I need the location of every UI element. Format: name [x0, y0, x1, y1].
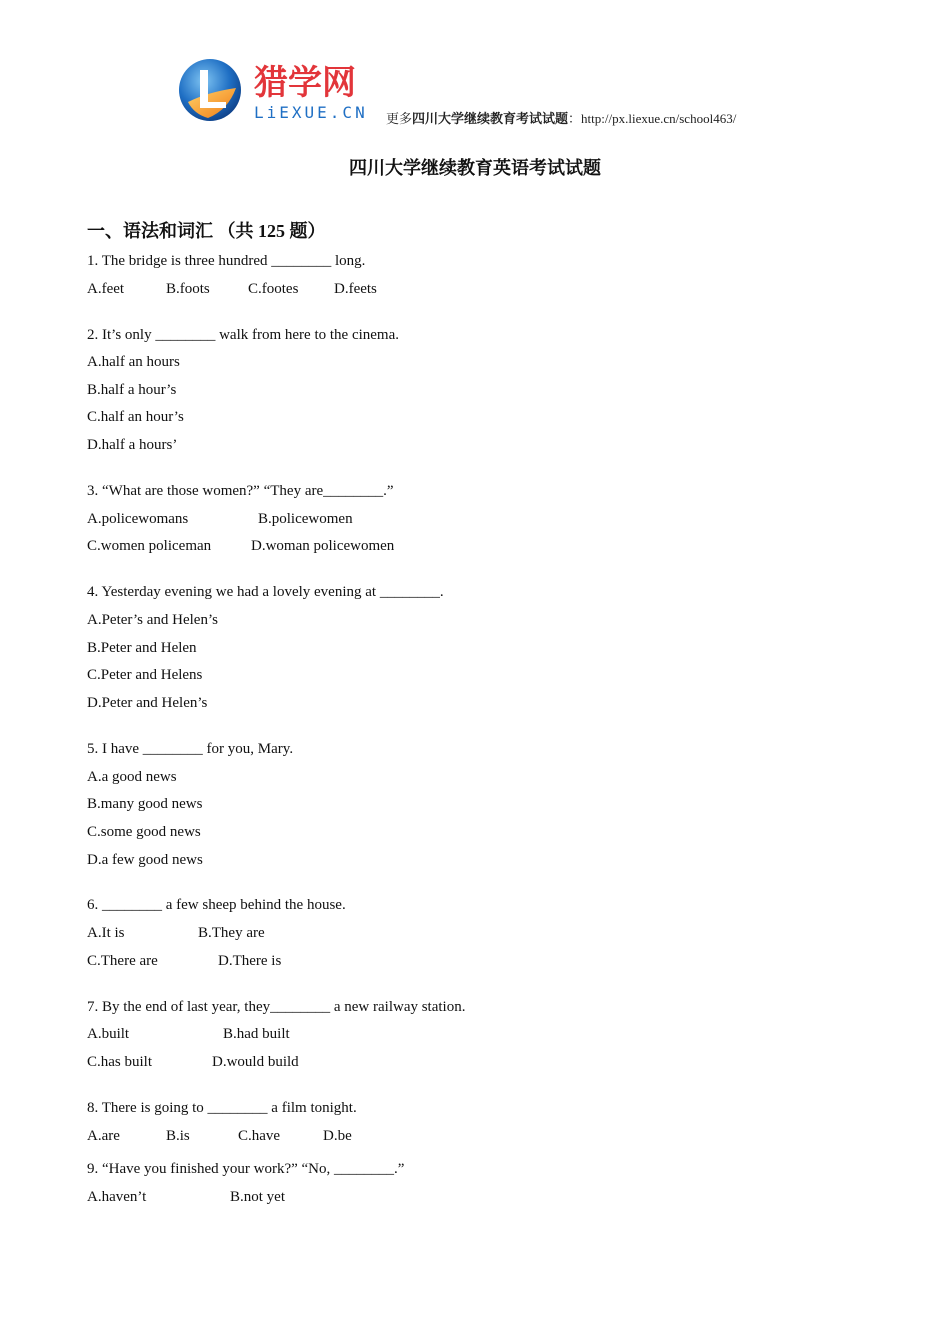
q3-option-b: B.policewomen [258, 511, 353, 527]
question-4: 4. Yesterday evening we had a lovely evening at ________. [87, 584, 444, 600]
question-7: 7. By the end of last year, they________ a new railway station. [87, 999, 466, 1015]
q4-option-b: B.Peter and Helen [87, 640, 197, 656]
q5-option-b: B.many good news [87, 796, 203, 812]
question-2: 2. It’s only ________ walk from here to the cinema. [87, 327, 400, 343]
q7-option-d: D.would build [212, 1054, 299, 1070]
q1-option-d: D.feets [334, 281, 377, 297]
q3-option-a: A.policewomans [87, 511, 189, 527]
question-9: 9. “Have you finished your work?” “No, ________.” [87, 1161, 405, 1177]
q7-option-b: B.had built [223, 1026, 290, 1042]
question-8: 8. There is going to ________ a film tonight. [87, 1100, 357, 1116]
q6-option-c: C.There are [87, 953, 158, 969]
q2-option-d: D.half a hours’ [87, 437, 178, 453]
question-6: 6. ________ a few sheep behind the house. [87, 897, 346, 913]
question-3: 3. “What are those women?” “They are________.” [87, 483, 394, 499]
more-exams-link[interactable] [386, 108, 736, 127]
q7-option-a: A.built [87, 1026, 130, 1042]
question-1: 1. The bridge is three hundred ________ long. [87, 253, 366, 269]
q8-option-c: C.have [238, 1128, 281, 1144]
q2-option-b: B.half a hour’s [87, 382, 177, 398]
q6-option-a: A.It is [87, 925, 125, 941]
more-bold-text: 四川大学继续教育考试试题 [412, 111, 569, 126]
q5-option-a: A.a good news [87, 769, 177, 785]
q4-option-c: C.Peter and Helens [87, 667, 203, 683]
q3-option-d: D.woman policewomen [251, 538, 395, 554]
q5-option-c: C.some good news [87, 824, 201, 840]
logo-text-cn: 猎学网 [254, 63, 356, 103]
q8-option-b: B.is [166, 1128, 190, 1144]
document-title: 四川大学继续教育英语考试试题 [349, 158, 601, 178]
logo-text-en: LiEXUE.CN [254, 103, 368, 122]
q2-option-a: A.half an hours [87, 354, 180, 370]
more-colon: ： [568, 111, 582, 126]
q1-option-b: B.foots [166, 281, 210, 297]
q2-option-c: C.half an hour’s [87, 409, 184, 425]
q6-option-b: B.They are [198, 925, 265, 941]
q4-option-d: D.Peter and Helen’s [87, 695, 208, 711]
q8-option-a: A.are [87, 1128, 120, 1144]
q4-option-a: A.Peter’s and Helen’s [87, 612, 218, 628]
more-prefix: 更多 [386, 111, 413, 126]
question-5: 5. I have ________ for you, Mary. [87, 741, 294, 757]
q1-option-a: A.feet [87, 281, 125, 297]
section-title: 一、语法和词汇 （共 125 题） [87, 221, 326, 241]
q5-option-d: D.a few good news [87, 852, 203, 868]
liexue-logo[interactable] [178, 58, 388, 124]
logo-graphic [178, 58, 388, 124]
more-url[interactable]: http://px.liexue.cn/school463/ [581, 111, 737, 126]
q6-option-d: D.There is [218, 953, 282, 969]
q1-option-c: C.footes [248, 281, 299, 297]
q8-option-d: D.be [323, 1128, 352, 1144]
q9-option-b: B.not yet [230, 1189, 285, 1205]
q3-option-c: C.women policeman [87, 538, 212, 554]
q7-option-c: C.has built [87, 1054, 153, 1070]
q9-option-a: A.haven’t [87, 1189, 147, 1205]
